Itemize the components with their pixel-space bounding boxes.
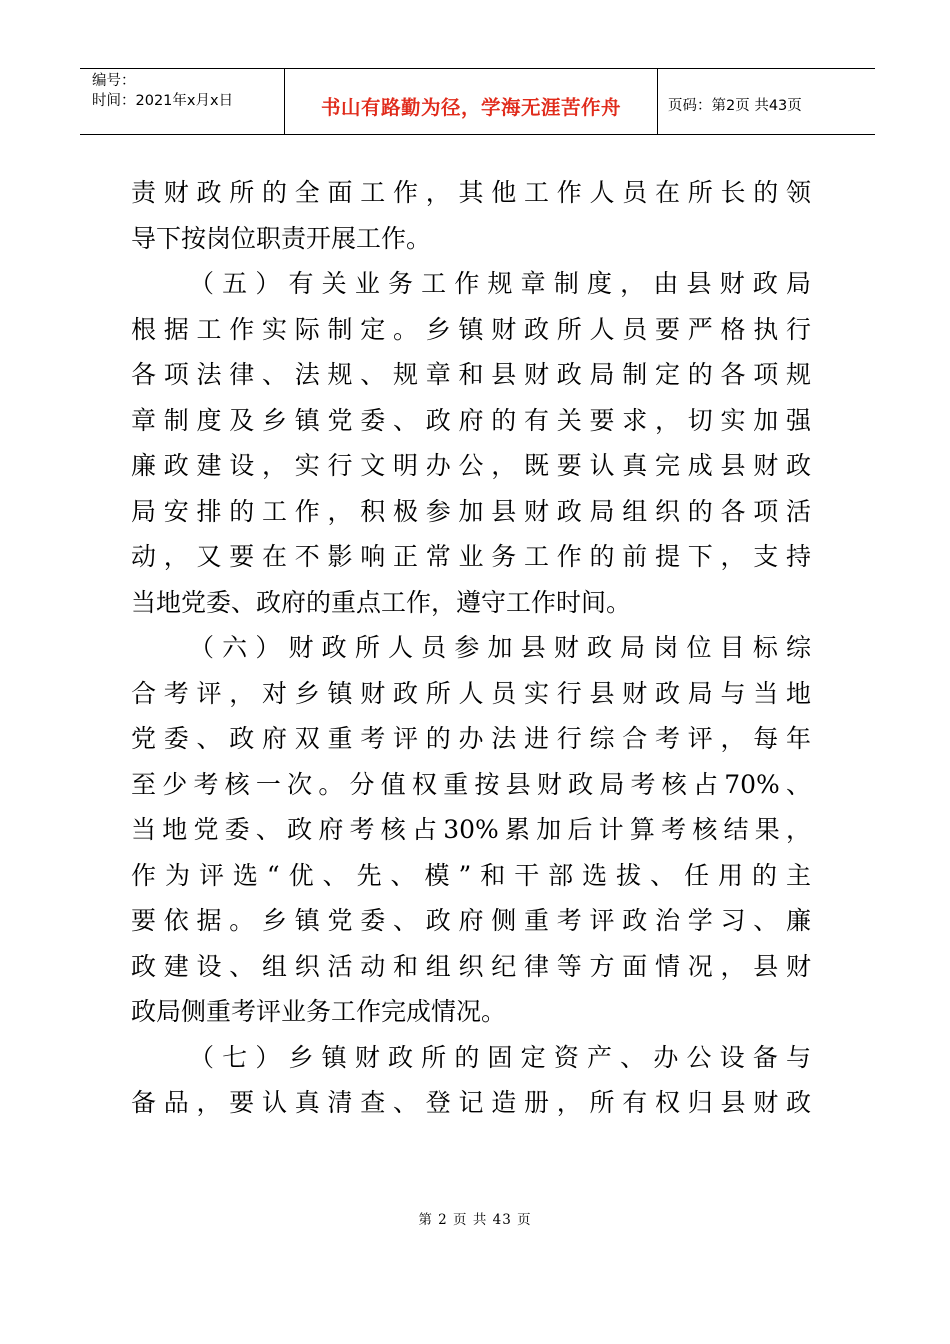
body-line: 至少考核一次。分值权重按县财政局考核占70%、 [131,769,811,799]
body-line: 政局侧重考评业务工作完成情况。 [131,997,507,1026]
body-line: 根据工作实际制定。乡镇财政所人员要严格执行 [131,314,811,344]
body-line: 各项法律、法规、规章和县财政局制定的各项规 [131,360,811,389]
body-line: 当地党委、政府考核占30%累加后计算考核结果， [131,815,811,844]
body-line: 备品，要认真清查、登记造册，所有权归县财政 [131,1088,811,1117]
body-line: 要依据。乡镇党委、政府侧重考评政治学习、廉 [131,906,811,935]
body-line: （七）乡镇财政所的固定资产、办公设备与 [189,1042,811,1072]
page-footer: 第 2 页 共 43 页 [418,1212,532,1228]
body-line: 章制度及乡镇党委、政府的有关要求，切实加强 [131,405,811,435]
body-line: 作为评选“优、先、模”和干部选拔、任用的主 [131,860,811,890]
body-line: 政建设、组织活动和组织纪律等方面情况，县财 [131,951,811,981]
document-number: 编号： [92,73,136,89]
document-body [131,170,811,1126]
body-line: 合考评，对乡镇财政所人员实行县财政局与当地 [131,678,811,708]
body-line: 局安排的工作，积极参加县财政局组织的各项活 [131,496,811,526]
body-line: （五）有关业务工作规章制度，由县财政局 [189,269,811,298]
body-line: 廉政建设，实行文明办公，既要认真完成县财政 [131,451,811,480]
header-page-info: 页码：第2页 共43页 [668,98,802,114]
body-line: 导下按岗位职责开展工作。 [131,223,432,253]
body-line: 责财政所的全面工作，其他工作人员在所长的领 [131,178,811,207]
body-line: 动，又要在不影响正常业务工作的前提下，支持 [131,542,811,571]
header-meta [80,69,285,134]
header-motto-cell [285,69,658,134]
document-time: 时间：2021年x月x日 [92,93,234,109]
header-motto: 书山有路勤为径，学海无涯苦作舟 [320,95,621,119]
body-line: 当地党委、政府的重点工作，遵守工作时间。 [131,587,632,617]
body-line: （六）财政所人员参加县财政局岗位目标综 [189,633,811,662]
page-header [80,68,875,135]
body-line: 党委、政府双重考评的办法进行综合考评，每年 [131,724,811,753]
